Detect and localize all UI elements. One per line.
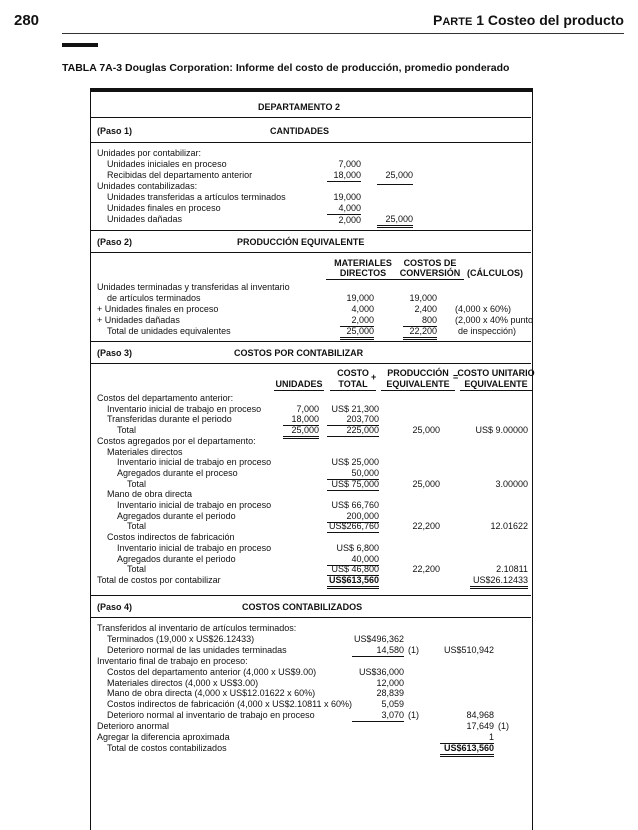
step1-row-label: Recibidas del departamento anterior: [107, 170, 253, 180]
step1-row-label: Unidades transferidas a artículos terminados: [107, 192, 286, 202]
step3-title: COSTOS POR CONTABILIZAR: [234, 348, 364, 358]
running-header: PARTE 1 Costeo del producto: [433, 12, 624, 28]
total-cost-value: 225,000: [327, 425, 379, 437]
subtotal-value: US$496,362: [353, 633, 404, 644]
step2-calc: de inspección): [458, 326, 517, 336]
unit-cost-value: US$ 9.00000: [475, 425, 528, 436]
step1-label: (Paso 1): [97, 126, 133, 136]
step3-row-label: Inventario inicial de trabajo en proceso: [117, 542, 272, 553]
col-header: COSTO: [337, 368, 369, 378]
step4-row-label: Costos del departamento anterior (4,000 x US$9.00): [107, 666, 317, 677]
header-rule: [62, 33, 624, 34]
units-value: 25,000: [283, 425, 319, 439]
step3-row-label: Agregados durante el periodo: [117, 553, 236, 564]
step3-row-label: Costos del departamento anterior:: [97, 393, 234, 403]
total-cost-value: US$ 6,800: [336, 542, 379, 553]
equiv-prod-value: 25,000: [412, 478, 440, 489]
step4-row-label: Inventario final de trabajo en proceso:: [97, 655, 248, 666]
step2-value: 19,000: [409, 293, 437, 303]
step1-value: 19,000: [333, 192, 361, 202]
divider: [90, 252, 531, 253]
step4-row-label: Materiales directos (4,000 x US$3.00): [107, 677, 259, 688]
total-cost-value: US$ 21,300: [331, 403, 379, 414]
step2-value: 19,000: [346, 293, 374, 303]
divider: [90, 617, 531, 618]
col-header: MATERIALES: [334, 258, 392, 268]
step2-calc: (4,000 x 60%): [455, 304, 512, 314]
total-cost-value: US$ 46,800: [327, 564, 379, 576]
equiv-prod-value: 25,000: [412, 425, 440, 436]
step2-label: (Paso 2): [97, 237, 133, 247]
step2-value: 22,200: [403, 326, 437, 340]
unit-cost-value: 2.10811: [496, 564, 528, 575]
subtotal-value: 3,070: [352, 710, 404, 722]
divider: [90, 142, 531, 143]
total-value: 84,968: [466, 710, 494, 721]
underline: [377, 184, 413, 185]
equiv-prod-value: 22,200: [412, 521, 440, 532]
divider: [90, 363, 531, 364]
step1-value: 7,000: [338, 159, 361, 169]
total-cost-value: 40,000: [327, 554, 379, 566]
step3-row-label: Total de costos por contabilizar: [97, 574, 221, 585]
step3-row-label: Materiales directos: [107, 446, 183, 457]
total-cost-value: US$ 66,760: [331, 500, 379, 510]
col-header: EQUIVALENTE: [460, 379, 532, 391]
subtotal-value: 14,580: [352, 645, 404, 657]
step1-value: 2,000: [327, 214, 361, 226]
total-cost-value: US$613,560: [327, 575, 379, 589]
step2-row-label: + Unidades finales en proceso: [97, 304, 219, 314]
step2-title: PRODUCCIÓN EQUIVALENTE: [237, 237, 365, 247]
col-header: UNIDADES: [275, 379, 323, 389]
divider: [90, 595, 531, 596]
col-header: TOTAL: [330, 379, 376, 391]
total-cost-value: US$266,760: [328, 521, 379, 532]
plus-sign: +: [371, 372, 377, 382]
step4-row-label: Transferidos al inventario de artículos terminados:: [97, 623, 297, 633]
divider: [90, 230, 531, 231]
note-ref: (1): [408, 644, 419, 655]
step3-row-label: Total: [127, 564, 147, 575]
step4-row-label: Total de costos contabilizados: [107, 742, 227, 753]
col-header: (CÁLCULOS): [467, 268, 523, 278]
department-title: DEPARTAMENTO 2: [258, 102, 341, 112]
equals-sign: =: [453, 372, 459, 382]
total-value: US$510,942: [443, 644, 494, 655]
step2-row-label: + Unidades dañadas: [97, 315, 180, 325]
step1-row-label: Unidades iniciales en proceso: [107, 159, 227, 169]
subtotal-value: 28,839: [376, 688, 404, 699]
step4-row-label: Deterioro normal de las unidades terminadas: [107, 644, 287, 655]
step3-row-label: Transferidas durante el periodo: [107, 414, 232, 425]
divider: [90, 341, 531, 342]
step1-row-label: Unidades contabilizadas:: [97, 181, 198, 191]
col-header: COSTO UNITARIO: [457, 368, 535, 378]
step2-value: 800: [403, 315, 437, 327]
subtotal-value: US$36,000: [358, 666, 404, 677]
step1-title: CANTIDADES: [270, 126, 330, 136]
step2-row-label: Total de unidades equivalentes: [107, 326, 231, 336]
col-header: COSTOS DE: [403, 258, 457, 268]
step1-total: 25,000: [385, 170, 413, 180]
step3-row-label: Agregados durante el periodo: [117, 510, 236, 521]
step3-row-label: Mano de obra directa: [107, 489, 193, 500]
total-value: 1: [440, 732, 494, 744]
col-header: EQUIVALENTE: [381, 379, 455, 391]
step1-row-label: Unidades dañadas: [107, 214, 183, 224]
table-caption: TABLA 7A-3 Douglas Corporation: Informe del costo de producción, promedio ponderado: [62, 62, 510, 74]
step1-row-label: Unidades finales en proceso: [107, 203, 221, 213]
col-header: DIRECTOS: [326, 268, 400, 280]
step4-label: (Paso 4): [97, 602, 133, 612]
page-number: 280: [14, 12, 40, 29]
step2-value: 2,000: [340, 315, 374, 327]
step3-row-label: Inventario inicial de trabajo en proceso: [117, 500, 272, 510]
unit-cost-value: US$26.12433: [470, 575, 528, 589]
step2-value: 4,000: [351, 304, 374, 314]
step4-row-label: Mano de obra directa (4,000 x US$12.01622 x 60%): [107, 688, 316, 699]
step4-row-label: Deterioro normal al inventario de trabajo en proceso: [107, 710, 315, 721]
note-ref: (1): [498, 721, 509, 732]
col-header: PRODUCCIÓN: [387, 368, 449, 378]
step4-row-label: Deterioro anormal: [97, 721, 170, 732]
step2-row-label: Unidades terminadas y transferidas al inventario: [97, 282, 290, 292]
total-cost-value: 200,000: [327, 511, 379, 523]
step3-row-label: Agregados durante el proceso: [117, 467, 238, 478]
unit-cost-value: 12.01622: [490, 521, 528, 532]
step3-row-label: Total: [127, 521, 147, 532]
step3-row-label: Total: [117, 425, 137, 436]
step2-value: 25,000: [340, 326, 374, 340]
equiv-prod-value: 22,200: [412, 564, 440, 575]
step4-row-label: Agregar la diferencia aproximada: [97, 732, 230, 742]
units-value: 18,000: [283, 414, 319, 426]
step3-label: (Paso 3): [97, 348, 133, 358]
step3-row-label: Total: [127, 478, 147, 489]
unit-cost-value: 3.00000: [495, 478, 528, 489]
step3-row-label: Inventario inicial de trabajo en proceso: [117, 457, 272, 468]
step1-total: 25,000: [377, 214, 413, 228]
step3-row-label: Costos indirectos de fabricación: [107, 532, 235, 543]
header-bar: [62, 43, 98, 47]
total-cost-value: US$ 75,000: [327, 479, 379, 491]
total-value: US$613,560: [440, 743, 494, 757]
step3-row-label: Costos agregados por el departamento:: [97, 435, 256, 446]
step1-row-label: Unidades por contabilizar:: [97, 148, 202, 158]
step3-row-label: Inventario inicial de trabajo en proceso: [107, 403, 262, 414]
col-header: CONVERSIÓN: [396, 268, 464, 280]
units-value: 7,000: [296, 403, 319, 414]
total-cost-value: 203,700: [327, 414, 379, 426]
note-ref: (1): [408, 710, 419, 721]
step2-value: 2,400: [414, 304, 437, 314]
total-cost-value: 50,000: [327, 468, 379, 480]
step1-value: 18,000: [327, 170, 361, 182]
subtotal-value: 5,059: [381, 699, 404, 710]
step4-title: COSTOS CONTABILIZADOS: [242, 602, 363, 612]
total-value: 17,649: [466, 721, 494, 732]
step2-calc: (2,000 x 40% punto: [455, 315, 534, 325]
divider: [90, 117, 531, 118]
total-cost-value: US$ 25,000: [331, 457, 379, 468]
step1-value: 4,000: [338, 203, 361, 213]
step4-row-label: Costos indirectos de fabricación (4,000 x US$2.10811 x 60%): [107, 699, 352, 710]
step2-row-label: de artículos terminados: [107, 293, 201, 303]
step4-row-label: Terminados (19,000 x US$26.12433): [107, 633, 255, 644]
subtotal-value: 12,000: [376, 677, 404, 688]
